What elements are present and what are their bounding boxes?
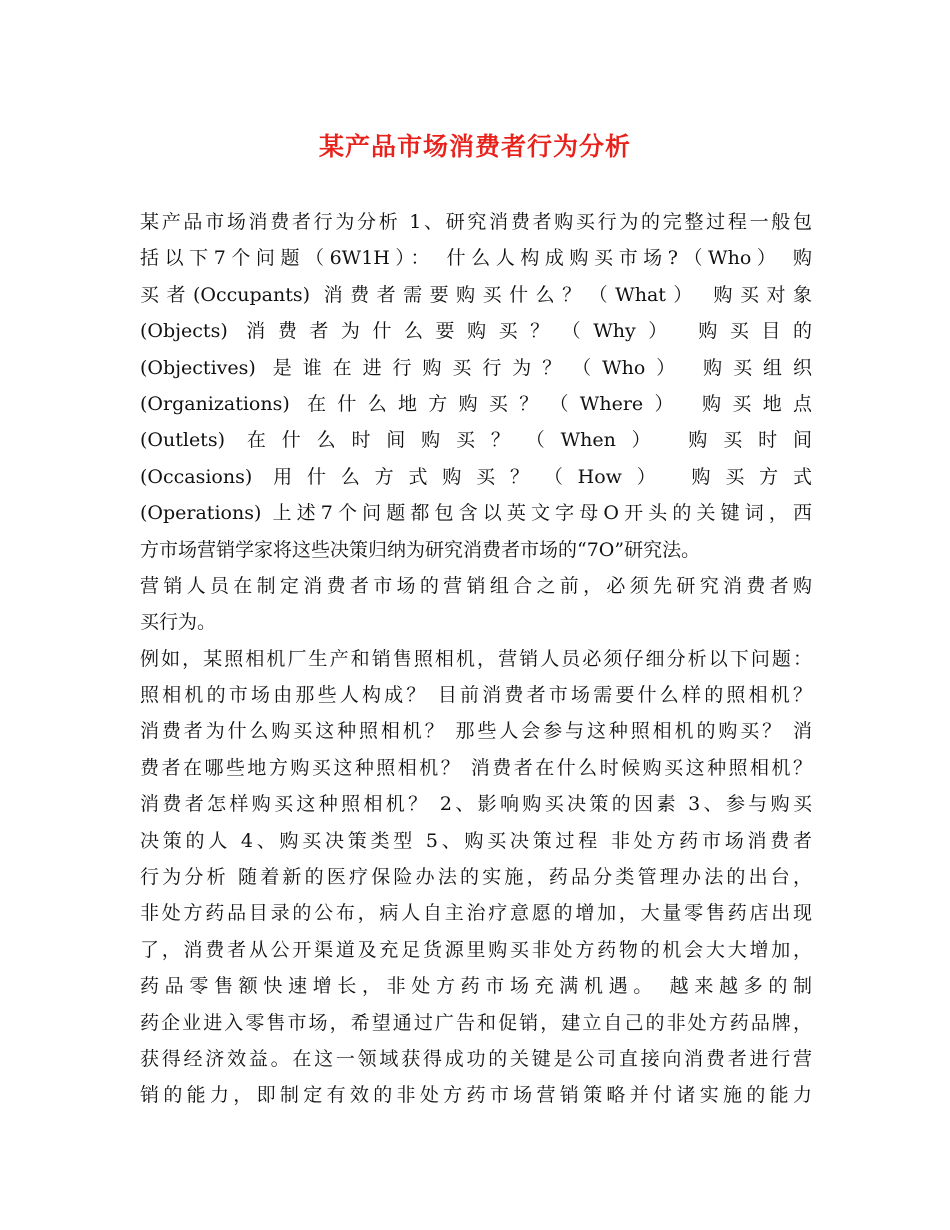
body-line: (Operations) 上述7个问题都包含以英文字母O开头的关键词，西 xyxy=(140,502,812,525)
body-line: 照相机的市场由那些人构成？ 目前消费者市场需要什么样的照相机？ xyxy=(140,684,812,707)
document-title: 某产品市场消费者行为分析 xyxy=(318,132,631,161)
body-line: 营销人员在制定消费者市场的营销组合之前，必须先研究消费者购 xyxy=(140,574,812,597)
body-line: 买行为。 xyxy=(140,611,217,634)
body-line: 获得经济效益。在这一领域获得成功的关键是公司直接向消费者进行营 xyxy=(140,1047,812,1070)
body-line: (Objectives) 是谁在进行购买行为？（Who） 购买组织 xyxy=(140,356,812,379)
body-line: 某产品市场消费者行为分析 1、研究消费者购买行为的完整过程一般包 xyxy=(140,211,812,233)
body-line: 买者(Occupants) 消费者需要购买什么？（What） 购买对象 xyxy=(140,283,812,306)
document-body xyxy=(140,204,812,1114)
body-line: (Objects) 消费者为什么要购买？（Why） 购买目的 xyxy=(140,320,812,343)
body-line: 了，消费者从公开渠道及充足货源里购买非处方药物的机会大大增加， xyxy=(140,938,812,961)
body-line: 费者在哪些地方购买这种照相机？ 消费者在什么时候购买这种照相机？ xyxy=(140,756,812,779)
body-line: 方市场营销学家将这些决策归纳为研究消费者市场的“7O”研究法。 xyxy=(140,538,701,561)
body-line: (Organizations) 在什么地方购买？（Where） 购买地点 xyxy=(140,392,812,415)
body-line: 消费者怎样购买这种照相机？ 2、影响购买决策的因素 3、参与购买 xyxy=(140,793,812,816)
body-line: 消费者为什么购买这种照相机？ 那些人会参与这种照相机的购买？ 消 xyxy=(140,720,812,743)
body-line: 非处方药品目录的公布，病人自主治疗意愿的增加，大量零售药店出现 xyxy=(140,902,812,925)
body-line: 例如，某照相机厂生产和销售照相机，营销人员必须仔细分析以下问题： xyxy=(140,647,812,670)
body-line: 括以下7个问题（6W1H）： 什么人构成购买市场?（Who） 购 xyxy=(140,247,812,270)
body-line: (Occasions) 用什么方式购买？（How） 购买方式 xyxy=(140,465,812,488)
body-line: 决策的人 4、购买决策类型 5、购买决策过程 非处方药市场消费者 xyxy=(140,829,812,852)
body-line: 销的能力，即制定有效的非处方药市场营销策略并付诸实施的能力 xyxy=(140,1084,812,1107)
body-line: 行为分析 随着新的医疗保险办法的实施，药品分类管理办法的出台， xyxy=(140,866,812,889)
body-line: 药品零售额快速增长，非处方药市场充满机遇。 越来越多的制 xyxy=(140,975,812,998)
body-line: (Outlets) 在什么时间购买？（When） 购买时间 xyxy=(140,429,812,452)
body-line: 药企业进入零售市场，希望通过广告和促销，建立自己的非处方药品牌， xyxy=(140,1011,812,1034)
